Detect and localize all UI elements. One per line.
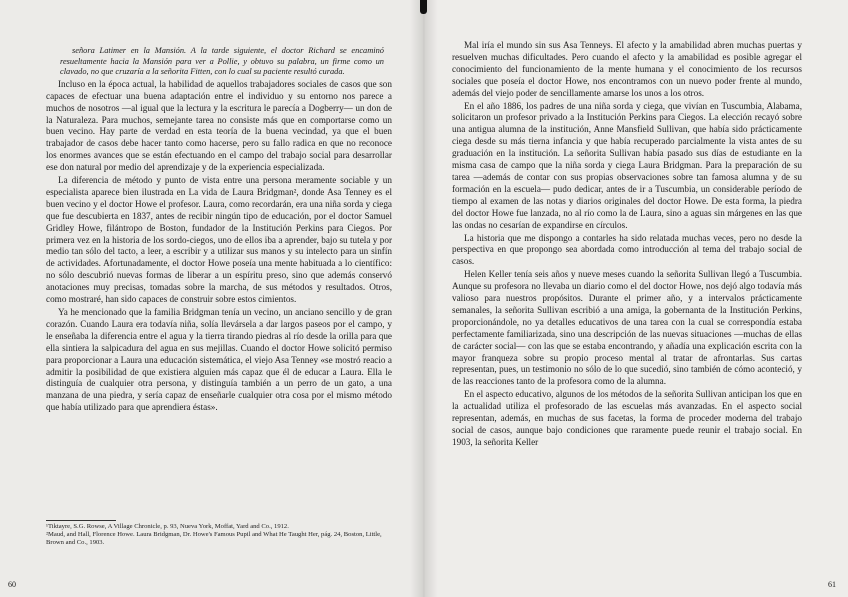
paragraph: Helen Keller tenía seis años y nueve meses cuando la señorita Sullivan llegó a Tuscumbia. Aunque su profesora no llevaba un diario como el del doctor Howe, nos dejó algo todavía más valioso para nuestros propósitos. Durante el primer año, y a intervalos prácticamente semanales, la señorita Sullivan escribió a una amiga, la gobernanta de la Institución Perkins, proporcionándole, no ya detalles educativos de una tarea con la cual se correspondía estaba perfectamente familiarizada, sino una descripción de las nuevas situaciones —muchas de ellas de carácter social— con las que se estaba encontrando, y añadía una explicación escrita con la mayor franqueza sobre su propio proceso mental al tratar de afrontarlas. Sus cartas representan, pues, un testimonio no sólo de lo que sucedió, sino también de cómo aconteció, y de las reacciones tanto de la profesora como de la alumna.	[452, 269, 802, 387]
paragraph: Ya he mencionado que la familia Bridgman tenía un vecino, un anciano sencillo y de gran corazón. Cuando Laura era todavía niña, solía llevársela a dar largos paseos por el campo, y le enseñaba la diferencia entre el agua y la tierra tirando piedras al río desde la orilla para que ella sintiera la salpicadura del agua en sus mejillas. Cuando el doctor Howe solicitó permiso para proporcionar a Laura una educación sistemática, el viejo Asa Tenney «se mostró reacio a admitir la posibilidad de que existiera alguien más capaz que él de educar a Laura. Ella le distinguía de cualquier otra persona, y distinguía también a un perro de un gato, a una manzana de una piedra, y sería capaz de enseñarle cualquier otra cosa por el mismo método que había utilizado para que aprendiera éstas».	[46, 307, 392, 413]
right-page	[424, 0, 848, 597]
paragraph: La diferencia de método y punto de vista entre una persona meramente sociable y un especialista aparece bien ilustrada en La vida de Laura Bridgman², donde Asa Tenney es el buen vecino y el doctor Howe el profesor. Laura, como recordarán, era una niña sorda y ciega que fue descubierta en 1837, antes de recibir ningún tipo de educación, por el doctor Samuel Gridley Howe, filántropo de Boston, fundador de la Institución Perkins para Ciegos. Por primera vez en la historia de los sordo-ciegos, uno de ellos iba a aprender, bajo su tutela y por medio tan sólo del tacto, a leer, a escribir y a utilizar sus manos y su intelecto para un sinfín de actividades. Afortunadamente, el doctor Howe poseía una mente habituada a lo científico: no sólo descubrió nuevas formas de liberar a un espíritu preso, sino que además conservó anotaciones muy precisas, tomadas sobre la marcha, de sus métodos y resultados. Otros, como mostraré, han sido capaces de construir sobre estos cimientos.	[46, 175, 392, 305]
footnote: ²Maud, and Hall, Florence Howe. Laura Bridgman, Dr. Howe's Famous Pupil and What He Taught Her, pág. 24, Boston, Little, Brown and Co., 1903.	[46, 531, 382, 546]
binding-clip	[420, 0, 427, 14]
paragraph: En el año 1886, los padres de una niña sorda y ciega, que vivían en Tuscumbia, Alabama, solicitaron un profesor privado a la Institución Perkins para Ciegos. La elección recayó sobre una antigua alumna de la institución, Anne Mansfield Sullivan, que había sido prácticamente ciega desde su más tierna infancia y que había recuperado parcialmente la vista antes de su graduación en la institución. La señorita Sullivan había pasado sus días de estudiante en la misma casa de campo que la niña sorda y ciega Laura Bridgman. Para la preparación de su tarea —además de contar con sus propias observaciones sobre tan famosa alumna y de su formación en la escuela— pudo dedicar, antes de ir a Tuscumbia, un considerable período de tiempo al examen de las notas y diarios originales del doctor Howe. De esta forma, la piedra del doctor Howe fue lanzada, no al río como la de Laura, sino a aguas sin márgenes en las que las ondas no cesarían de expandirse en círculos.	[452, 100, 802, 230]
paragraph: Mal iría el mundo sin sus Asa Tenneys. El afecto y la amabilidad abren muchas puertas y resuelven muchas dificultades. Pero cuando el afecto y la amabilidad es posible agregar el conocimiento del funcionamiento de la mente humana y el conocimiento de los recursos sociales que poseía el doctor Howe, nos encontramos con un nuevo poder frente al mundo, además del viejo poder de sencillamente amarse los unos a los otros.	[452, 40, 802, 98]
right-text-column	[452, 40, 802, 449]
footnote: ¹Tiktayre, S.G. Rowse, A Village Chronicle, p. 93, Nueva York, Moffat, Yard and Co., 1912.	[46, 523, 289, 530]
page-number-right: 61	[828, 580, 836, 589]
paragraph: En el aspecto educativo, algunos de los métodos de la señorita Sullivan anticipan los que en la actualidad utiliza el profesorado de las escuelas más avanzadas. En el aspecto social representan, además, en muchas de sus facetas, la forma de proceder moderna del trabajo social de casos, aunque bajo condiciones que raramente puede reunir el trabajo social. En 1903, la señorita Keller	[452, 389, 802, 447]
block-quote: señora Latimer en la Mansión. A la tarde siguiente, el doctor Richard se encaminó resueltamente hacia la Mansión para ver a Pollie, y obtuvo su palabra, un firme como un clavado, no que cruzaría a la señorita Fitten, con lo cual su paciente resultó curada.	[60, 46, 384, 77]
footnotes	[46, 520, 392, 547]
book-gutter	[410, 0, 438, 597]
left-text-column	[46, 46, 392, 414]
page-number-left: 60	[8, 580, 16, 589]
paragraph: Incluso en la época actual, la habilidad de aquellos trabajadores sociales de casos que son capaces de efectuar una buena adaptación entre el individuo y su entorno nos parece a muchos de nosotros —al igual que la lectura y la escritura le parecía a Dogberry— un don de la Naturaleza. Para muchos, semejante tarea no consiste más que en comportarse como un buen vecino. Hay parte de verdad en esta teoría de la buena vecindad, ya que el buen trabajador de casos debe hacer tanto como hacerse, pero su fallo radica en que no reconoce los enormes avances que se están efectuando en el campo del trabajo social para desarrollar ese don natural por medio del aprendizaje y de la experiencia especializada.	[46, 78, 392, 173]
footnote-rule	[46, 520, 116, 521]
paragraph: La historia que me dispongo a contarles ha sido relatada muchas veces, pero no desde la perspectiva en que propongo sea abordada como introducción al tema del trabajo social de casos.	[452, 232, 802, 267]
